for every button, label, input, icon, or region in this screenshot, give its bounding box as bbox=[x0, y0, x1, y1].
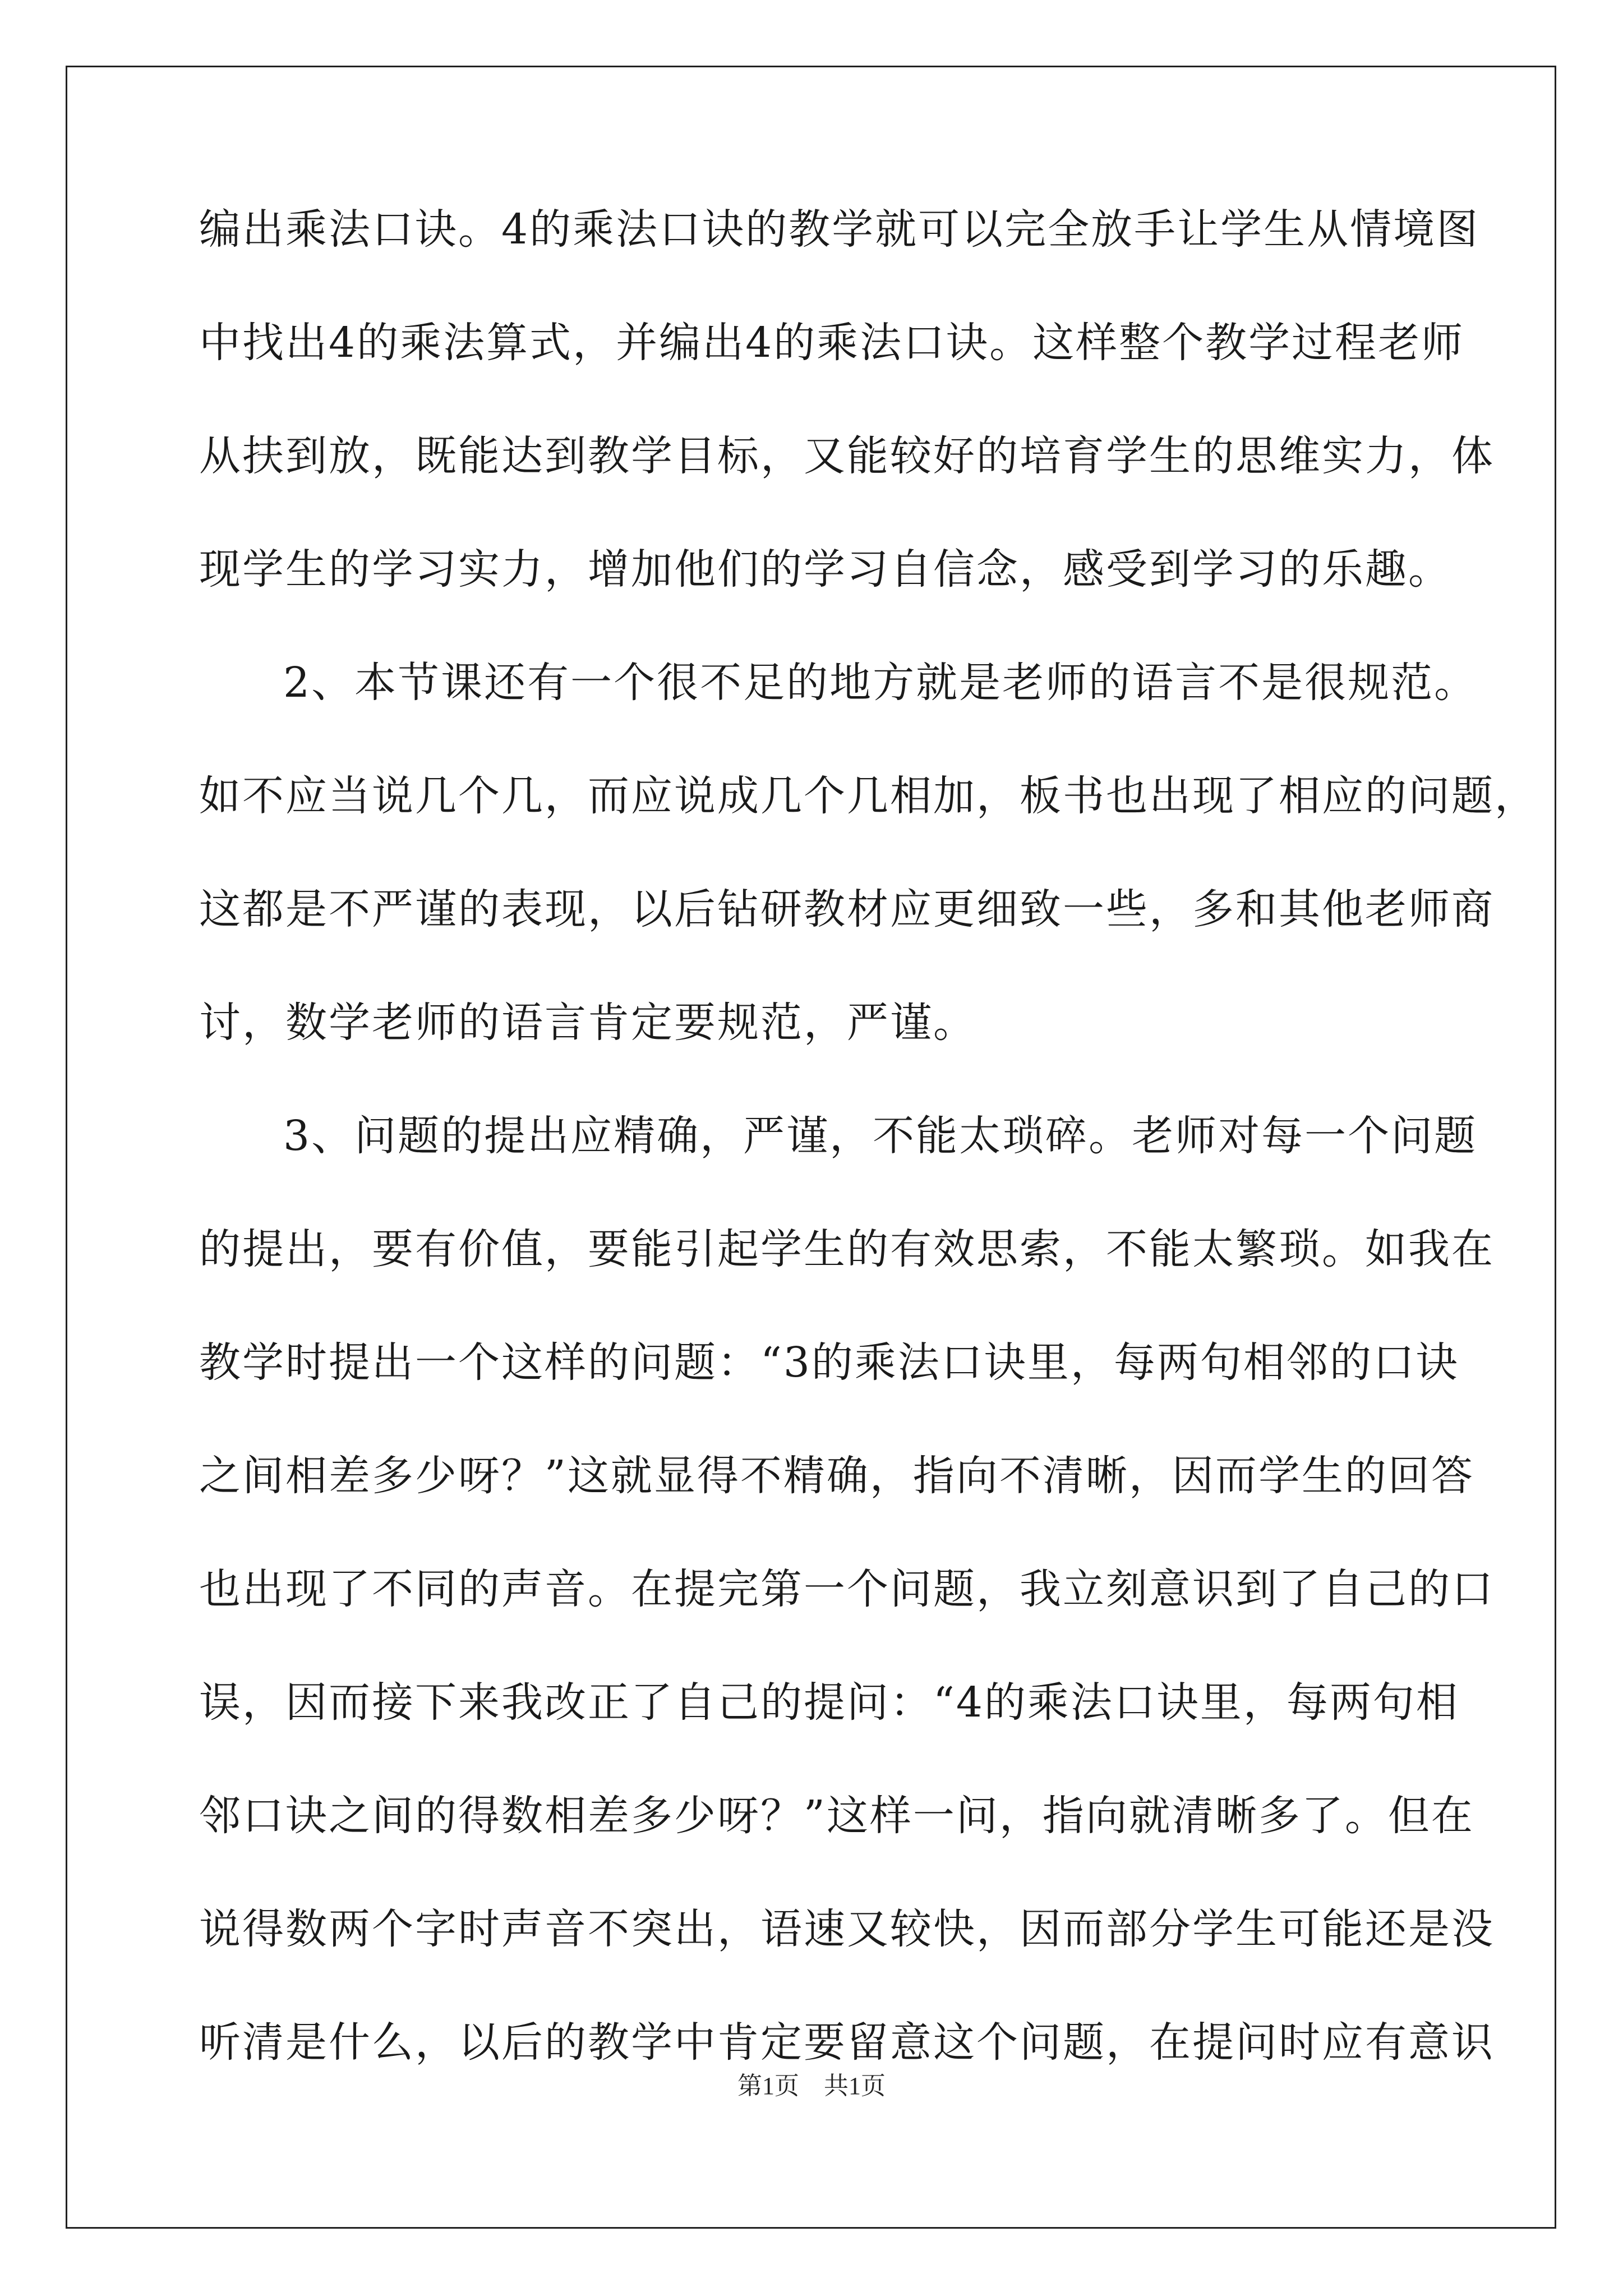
page-total: 共1页 bbox=[824, 2072, 886, 2100]
paragraph-start-line: 2、本节课还有一个很不足的地方就是老师的语言不是很规范。 bbox=[283, 659, 1478, 707]
text-line: 如不应当说几个几，而应说成几个几相加，板书也出现了相应的问题， bbox=[199, 772, 1538, 820]
text-line: 听清是什么，以后的教学中肯定要留意这个问题，在提问时应有意识 bbox=[199, 2018, 1495, 2067]
text-line: 现学生的学习实力，增加他们的学习自信念，感受到学习的乐趣。 bbox=[199, 545, 1451, 593]
text-line: 编出乘法口诀。4的乘法口诀的教学就可以完全放手让学生从情境图 bbox=[199, 205, 1480, 254]
text-line: 说得数两个字时声音不突出，语速又较快，因而部分学生可能还是没 bbox=[199, 1905, 1495, 1953]
page-footer bbox=[0, 2065, 1623, 2101]
text-line: 也出现了不同的声音。在提完第一个问题，我立刻意识到了自己的口 bbox=[199, 1565, 1495, 1613]
page-number: 第1页 bbox=[737, 2072, 799, 2100]
text-line: 邻口诀之间的得数相差多少呀？”这样一问，指向就清晰多了。但在 bbox=[199, 1792, 1474, 1840]
text-line: 的提出，要有价值，要能引起学生的有效思索，不能太繁琐。如我在 bbox=[199, 1225, 1495, 1273]
text-line: 这都是不严谨的表现，以后钻研教材应更细致一些，多和其他老师商 bbox=[199, 885, 1495, 933]
text-line: 之间相差多少呀？”这就显得不精确，指向不清晰，因而学生的回答 bbox=[199, 1452, 1474, 1500]
text-line: 从扶到放，既能达到教学目标，又能较好的培育学生的思维实力，体 bbox=[199, 432, 1495, 480]
text-line: 教学时提出一个这样的问题：“3的乘法口诀里，每两句相邻的口诀 bbox=[199, 1338, 1459, 1387]
paragraph-start-line: 3、问题的提出应精确，严谨，不能太琐碎。老师对每一个问题 bbox=[283, 1112, 1478, 1160]
document-body bbox=[199, 205, 1538, 2135]
text-line: 误，因而接下来我改正了自己的提问：“4的乘法口诀里，每两句相 bbox=[199, 1678, 1459, 1727]
text-line: 中找出4的乘法算式，并编出4的乘法口诀。这样整个教学过程老师 bbox=[199, 319, 1465, 367]
text-line: 讨，数学老师的语言肯定要规范，严谨。 bbox=[199, 999, 976, 1047]
